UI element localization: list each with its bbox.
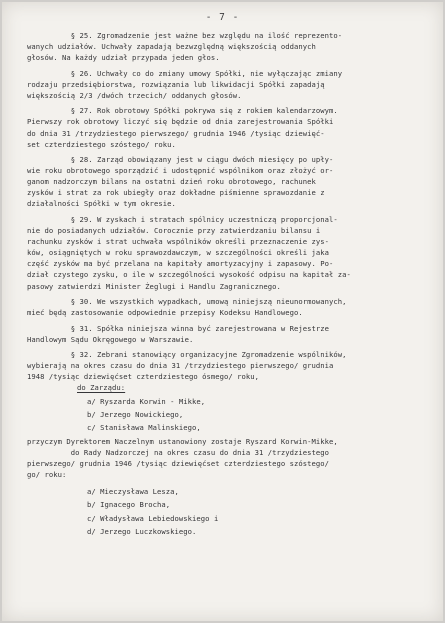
text-line: § 29. W zyskach i stratach spólnicy uczestniczą proporcjonal- xyxy=(27,214,338,224)
text-line: część zysków ma być przelana na kapitały amortyzacyjny i zapasowy. Po- xyxy=(27,259,334,269)
text-line: § 28. Zarząd obowiązany jest w ciągu dwóch miesięcy po upły- xyxy=(27,155,334,165)
zarzad-member: a/ Ryszarda Korwin - Mikke, xyxy=(87,396,206,406)
text-line: do dnia 31 /trzydziestego pierwszego/ grudnia 1946 /tysiąc dziewięć- xyxy=(27,128,325,138)
text-line: wie roku obrotowego sporządzić i udostępnić wspólnikom oraz złożyć or- xyxy=(27,166,334,176)
zarzad-heading: do Zarządu: xyxy=(77,383,126,393)
text-line: zysków i strat za rok ubiegły oraz dokładne piśmienne sprawozdanie z xyxy=(27,188,325,198)
text-line: Pierwszy rok obrotowy liczyć się będzie od dnia zarejestrowania Spółki xyxy=(27,117,334,127)
text-line: pasowy zatwierdzi Minister Żeglugi i Handlu Zagranicznego. xyxy=(27,281,281,291)
text-line: § 31. Spółka niniejsza winna być zarejestrowana w Rejestrze xyxy=(27,323,330,333)
text-line: wybierają na okres czasu do dnia 31 /trzydziestego pierwszego/ grudnia xyxy=(27,361,334,371)
text-line: działalności Spółki w tym okresie. xyxy=(27,199,176,209)
document-page xyxy=(2,2,443,621)
text-line: Handlowym Sądu Okręgowego w Warszawie. xyxy=(27,334,194,344)
rada-member: a/ Mieczysława Lesza, xyxy=(87,486,179,496)
typed-text-body xyxy=(27,30,425,537)
text-line: § 30. We wszystkich wypadkach, umową niniejszą nieunormowanych, xyxy=(27,297,347,307)
text-line: wanych udziałów. Uchwały zapadają bezwzględną większością oddanych xyxy=(27,42,316,52)
text-line: § 32. Zebrani stanowiący organizacyjne Zgromadzenie wspólników, xyxy=(27,350,347,360)
text-line: do Rady Nadzorczej na okres czasu do dnia 31 /trzydziestego xyxy=(27,447,330,457)
text-line: pierwszego/ grudnia 1946 /tysiąc dziewięćset czterdziestego szóstego/ xyxy=(27,458,330,468)
rada-member: c/ Władysława Lebiedowskiego i xyxy=(87,513,219,523)
rada-member: d/ Jerzego Luczkowskiego. xyxy=(87,526,197,536)
text-line: głosów. Na każdy udział przypada jeden głos. xyxy=(27,53,220,63)
text-line: § 27. Rok obrotowy Spółki pokrywa się z rokiem kalendarzowym. xyxy=(27,106,338,116)
text-line: większością 2/3 /dwóch trzecich/ oddanych głosów. xyxy=(27,90,242,100)
text-line: mieć będą zastosowanie odpowiednie przepisy Kodeksu Handlowego. xyxy=(27,308,303,318)
text-line: 1948 /tysiąc dziewięćset czterdziestego ósmego/ roku, xyxy=(27,372,259,382)
text-line: ganom nadzorczym bilans na ostatni dzień roku obrotowego, rachunek xyxy=(27,177,316,187)
text-line: rodzaju przedsiębiorstwa, rozwiązania lub likwidacji Spółki zapadają xyxy=(27,79,325,89)
page-number: - 7 - xyxy=(205,12,240,23)
text-line: go/ roku: xyxy=(27,469,67,479)
text-line: § 25. Zgromadzenie jest ważne bez względu na ilość reprezento- xyxy=(27,31,343,40)
text-line: przyczym Dyrektorem Naczelnym ustanowiony zostaje Ryszard Korwin-Mikke, xyxy=(27,436,338,446)
zarzad-member: c/ Stanisława Malinskiego, xyxy=(87,423,201,433)
text-line: ków, osiągniętych w roku sprawozdawczym, w szczególności określi jaka xyxy=(27,248,330,258)
text-line: nie do posiadanych udziałów. Corocznie przy zatwierdzaniu bilansu i xyxy=(27,226,321,236)
zarzad-member: b/ Jerzego Nowickiego, xyxy=(87,410,184,420)
text-line: rachunku zysków i strat uchwała wspólników określi przeznaczenie zys- xyxy=(27,237,330,247)
text-line: set czterdziestego szóstego/ roku. xyxy=(27,139,176,149)
rada-member: b/ Ignacego Brocha, xyxy=(87,500,171,510)
text-line: dział czystego zysku, o ile w szczególności wysokość odpisu na kapitał za- xyxy=(27,270,351,280)
text-line: § 26. Uchwały co do zmiany umowy Spółki, nie wyłączając zmiany xyxy=(27,68,343,78)
